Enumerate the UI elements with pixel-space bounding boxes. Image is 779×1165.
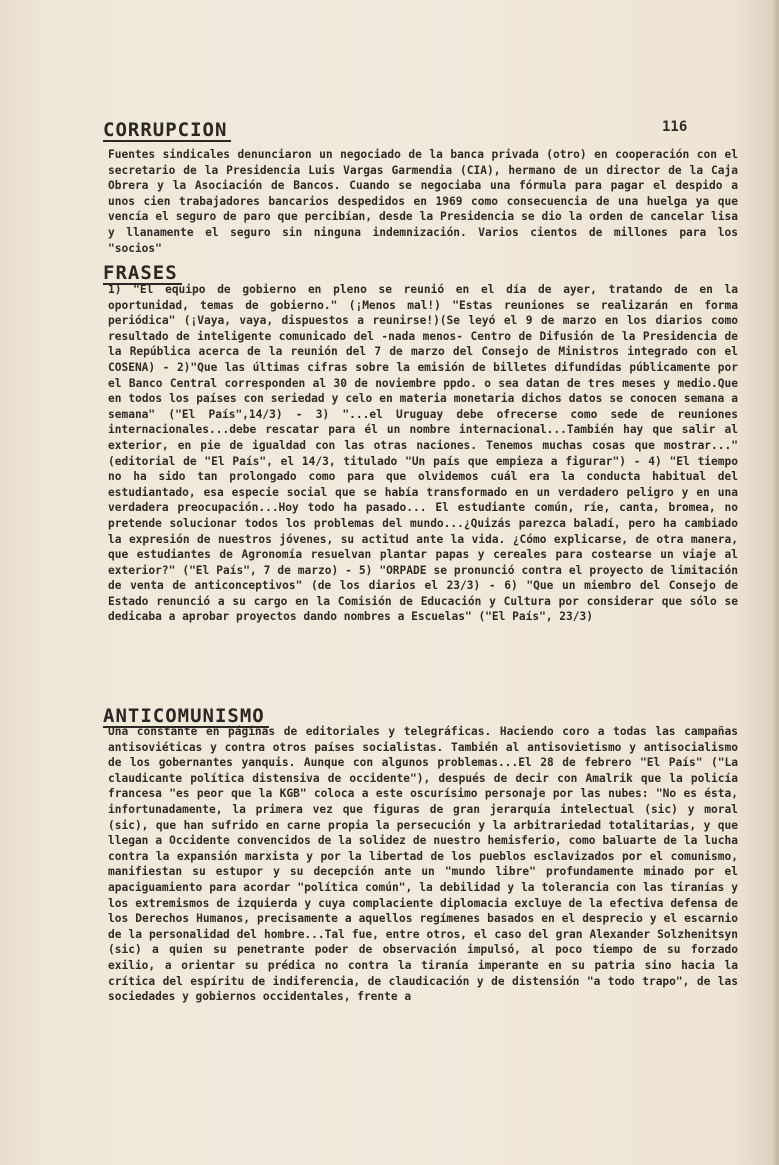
section-body-corrupcion: Fuentes sindicales denunciaron un negociado de la banca privada (otro) en cooperación con el secretario de la Presidencia Luis Vargas Garmendia (CIA), hermano de un director de la Caja Obrera y la Asociación de Bancos. Cuando se negociaba una fórmula para pagar el despido a unos cien trabajadores bancarios despedidos en 1969 como consecuencia de una huelga ya que vencía el seguro de paro que percibían, desde la Presidencia se dio la orden de cancelar lisa y llanamente el seguro sin ninguna indemnización. Varios cientos de millones para los "socios" bbox=[108, 148, 738, 255]
page-number: 116 bbox=[662, 119, 688, 135]
page-edge-shadow bbox=[773, 0, 779, 1165]
section-heading-anticomunismo: ANTICOMUNISMO bbox=[103, 706, 269, 728]
section-body-frases: 1) "El equipo de gobierno en pleno se reunió en el día de ayer, tratando de en la oportunidad, temas de gobierno." (¡Menos mal!) "Estas reuniones se realizarán en forma periódica" (¡Vaya, vaya, dispuestos a reunirse!)(Se leyó el 9 de marzo en los diarios como resultado de inteligente comunicado del -nada menos- Centro de Difusión de la Presidencia de la República acerca de la reunión del 7 de marzo del Consejo de Ministros integrado con el COSENA) - 2)"Que las últimas cifras sobre la emisión de billetes difundidas públicamente por el Banco Central corresponden al 30 de noviembre ppdo. o sea datan de tres meses y medio.Que en todos los países con seriedad y celo en materia monetaria dichos datos se conocen semana a semana" ("El País",14/3) - 3) "...el Uruguay debe ofrecerse como sede de reuniones internacionales...debe rescatar para él un nombre internacional...También hay que salir al exterior, en pie de igualdad con las otras naciones. Tenemos muchas cosas que mostrar..."(editorial de "El País", el 14/3, titulado "Un país que empieza a figurar") - 4) "El tiempo no ha sido tan prolongado como para que olvidemos cuál era la conducta habitual del estudiantado, esa especie social que se había transformado en un verdadero peligro y en una verdadera preocupación...Hoy todo ha pasado... El estudiante común, ríe, canta, bromea, no pretende solucionar todos los problemas del mundo...¿Quizás parezca baladí, pero ha cambiado la expresión de nuestros jóvenes, su actitud ante la vida. ¿Cómo explicarse, de otra manera, que estudiantes de Agronomía resuelvan plantar papas y cereales para costearse un viaje al exterior?" ("El País", 7 de marzo) - 5) "ORPADE se pronunció contra el proyecto de limitación de venta de anticonceptivos" (de los diarios el 23/3) - 6) "Que un miembro del Consejo de Estado renunció a su cargo en la Comisión de Educación y Cultura por considerar que sólo se dedicaba a aprobar proyectos dando nombres a Escuelas" ("El País", 23/3) bbox=[108, 283, 738, 624]
section-heading-frases: FRASES bbox=[103, 263, 182, 285]
section-body-anticomunismo: Una constante en páginas de editoriales y telegráficas. Haciendo coro a todas las campañas antisoviéticas y contra otros países socialistas. También al antisovietismo y antisocialismo de los gobernantes yanquis. Aunque con algunos problemas...El 28 de febrero "El País" ("La claudicante política distensiva de occidente"), después de decir con Amalrik que la policía francesa "es peor que la KGB" coloca a este oscurísimo personaje por las nubes: "No es ésta, infortunadamente, la primera vez que figuras de gran jerarquía intelectual (sic) y moral (sic), que han sufrido en carne propia la persecución y la arbitrariedad totalitarias, y que llegan a Occidente convencidos de la solidez de nuestro hemisferio, como baluarte de la lucha contra la expansión marxista y por la libertad de los pueblos esclavizados por el comunismo, manifiestan su estupor y su decepción ante un "mundo libre" profundamente minado por el apaciguamiento para acordar "política común", la debilidad y la tolerancia con las tiranías y los extremismos de izquierda y cuya complaciente diplomacia excluye de la efectiva defensa de los Derechos Humanos, precisamente a aquellos regímenes basados en el desprecio y el escarnio de la personalidad del hombre...Tal fue, entre otros, el caso del gran Alexander Solzhenitsyn (sic) a quien su penetrante poder de observación impulsó, al poco tiempo de su forzado exilio, a orientar su prédica no contra la tiranía imperante en su patria sino hacia la crítica del espíritu de indiferencia, de claudicación y de distensión "a todo trapo", de las sociedades y gobiernos occidentales, frente a bbox=[108, 725, 738, 1004]
section-heading-corrupcion: CORRUPCION bbox=[103, 120, 231, 142]
